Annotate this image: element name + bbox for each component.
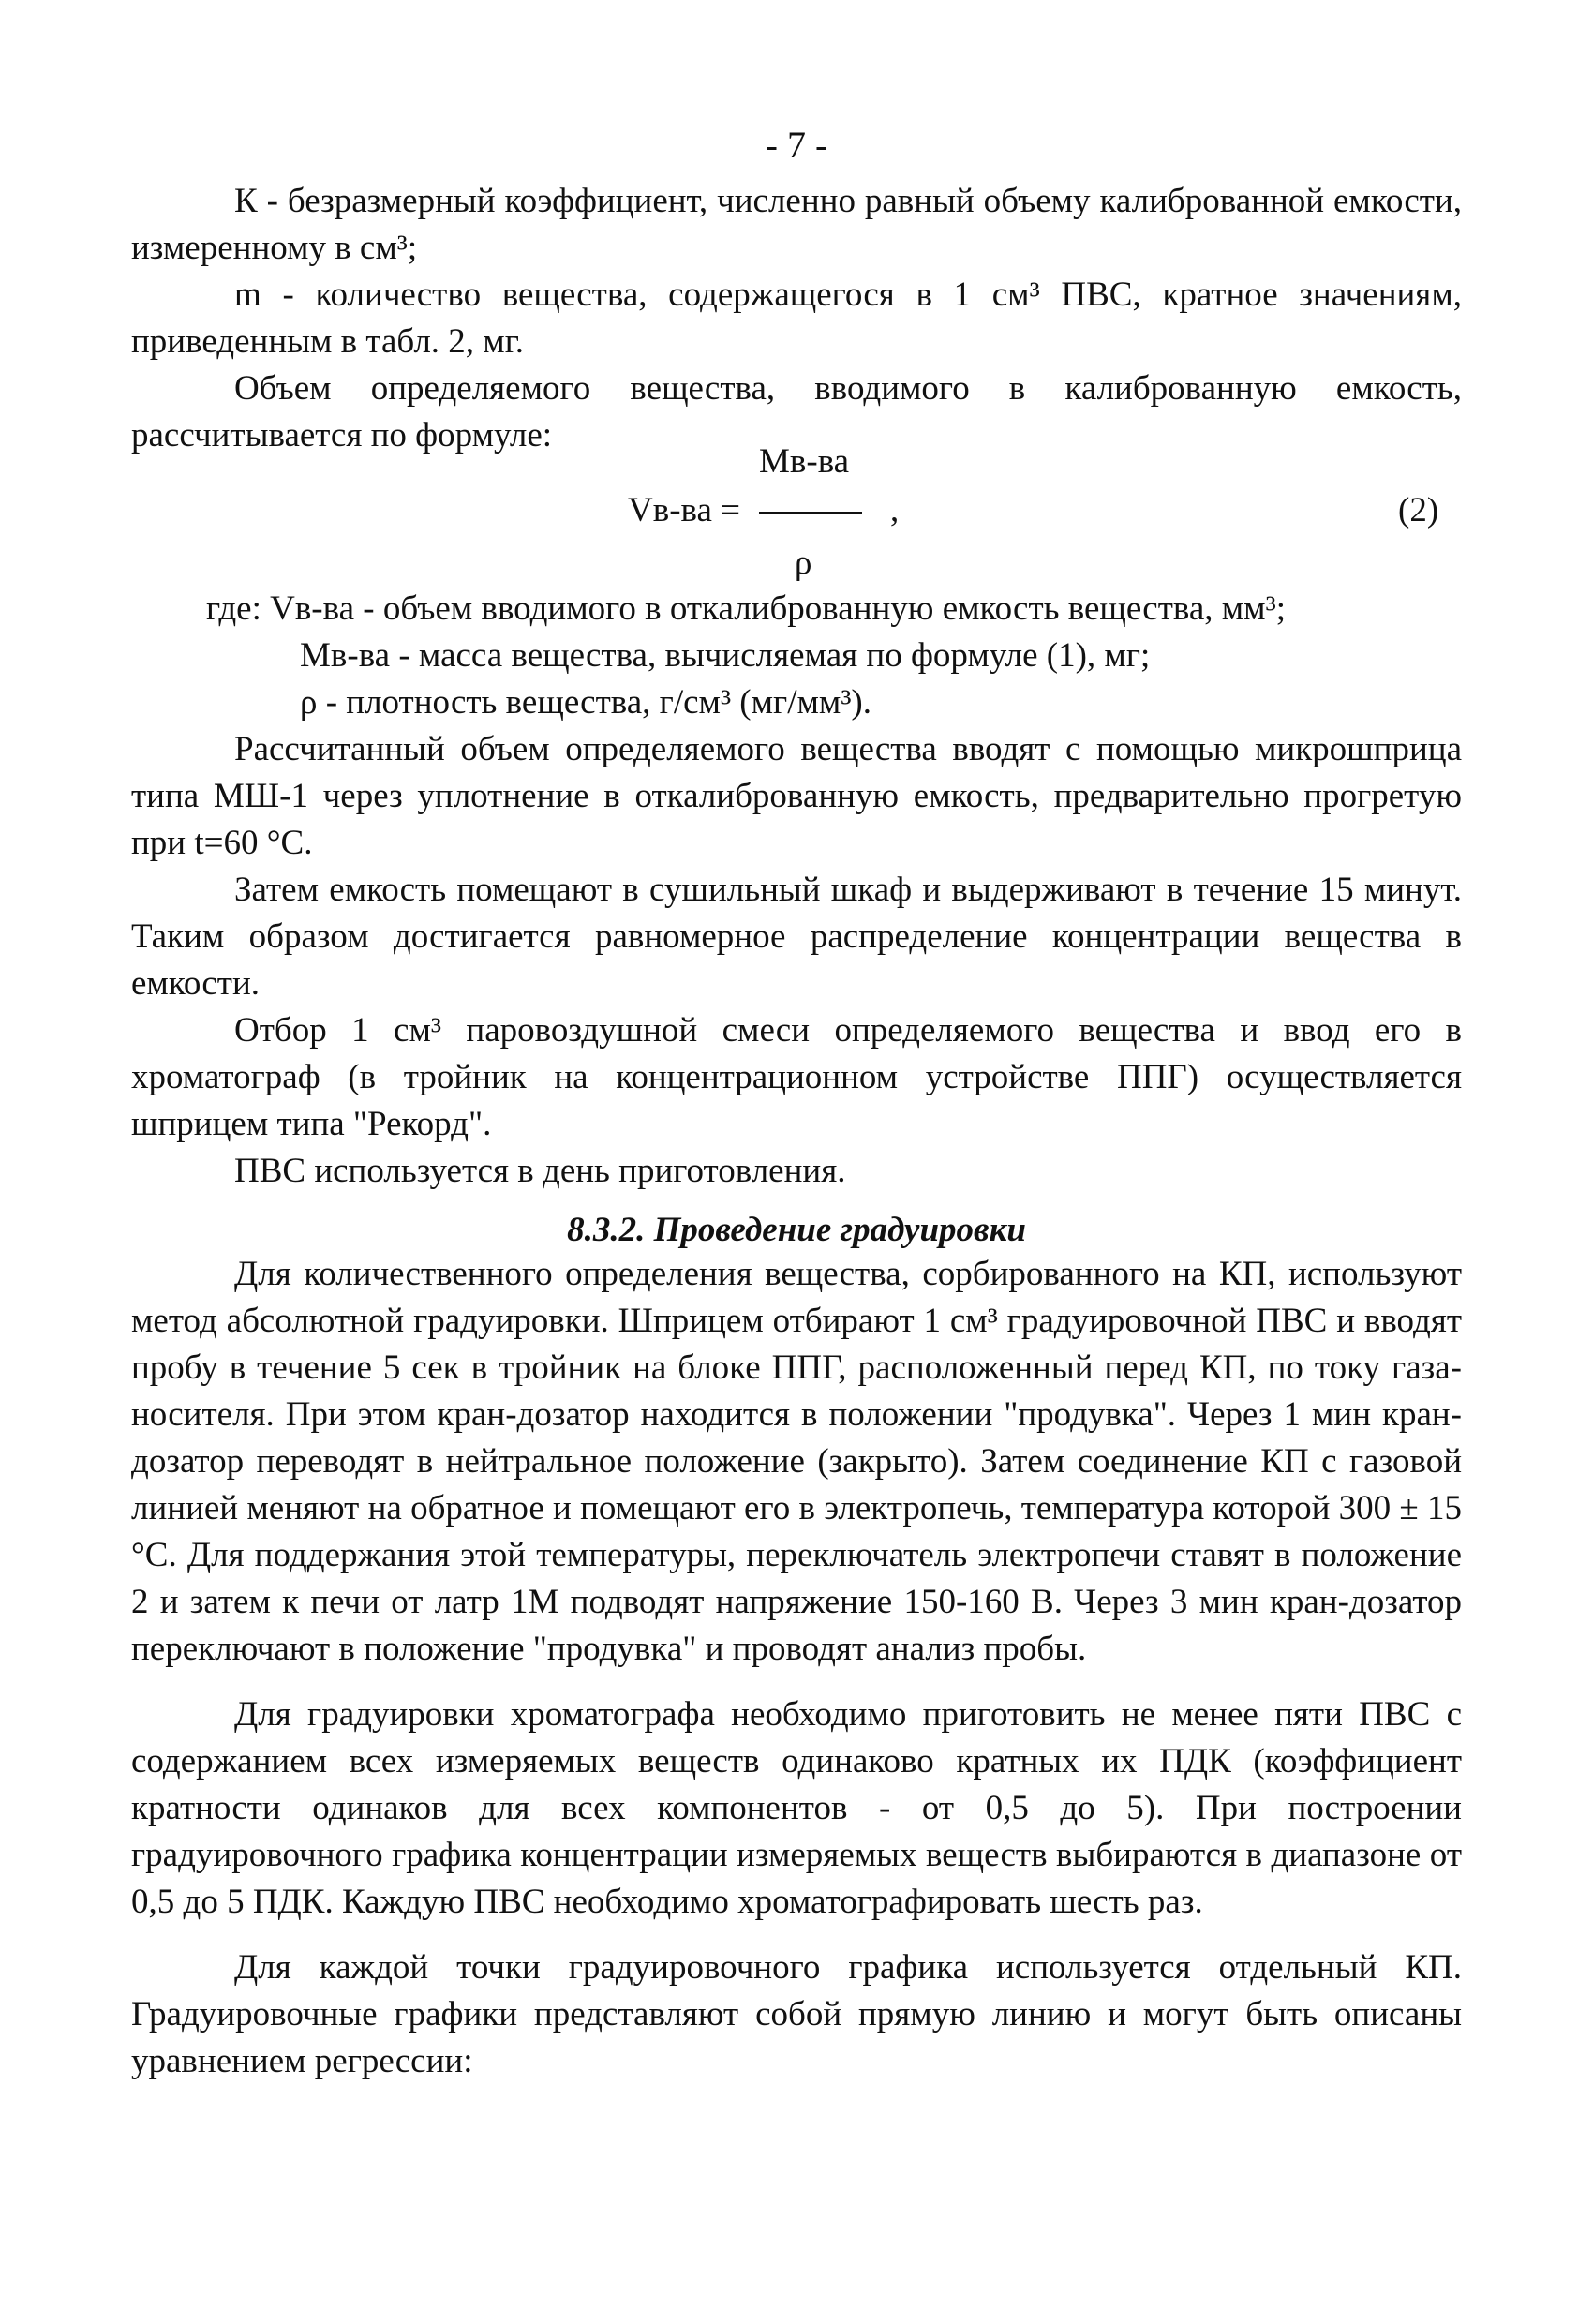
formula-2: [0, 439, 1593, 582]
paragraph: К - безразмерный коэффициент, численно равный объему калиброванной емкости, измеренному в см³;: [131, 182, 1462, 267]
section-heading: 8.3.2. Проведение градуировки: [567, 1211, 1026, 1249]
paragraph: Объем определяемого вещества, вводимого в калиброванную емкость, рассчитывается по формуле:: [131, 369, 1462, 454]
where-definitions: [206, 586, 1462, 726]
paragraph: Для количественного определения вещества, сорбированного на КП, используют метод абсолютной градуировки. Шприцем отбирают 1 см³ градуировочной ПВС и вводят пробу в течение 5 сек в тройник на блоке ППГ, расположенный перед КП, по току газа-носителя. При этом кран-дозатор находится в положении "продувка". Через 1 мин кран-дозатор переводят в нейтральное положение (закрыто). Затем соединение КП с газовой линией меняют на обратное и помещают его в электропечь, температура которой 300 ± 15 °С. Для поддержания этой температуры, переключатель электропечи ставят в положение 2 и затем к печи от латр 1М подводят напряжение 150-160 В. Через 3 мин кран-дозатор переключают в положение "продувка" и проводят анализ пробы.: [131, 1255, 1462, 1668]
formula-lhs: Vв-ва =: [628, 491, 741, 529]
paragraph: m - количество вещества, содержащегося в 1 см³ ПВС, кратное значениям, приведенным в табл. 2, мг.: [131, 276, 1462, 361]
paragraph: Затем емкость помещают в сушильный шкаф и выдерживают в течение 15 минут. Таким образом достигается равномерное распределение концентрации вещества в емкости.: [131, 871, 1462, 1003]
page-number: - 7 -: [765, 124, 828, 166]
formula-number: (2): [1398, 491, 1439, 529]
definition-line: ρ - плотность вещества, г/см³ (мг/мм³).: [300, 683, 871, 722]
paragraph: Для градуировки хроматографа необходимо приготовить не менее пяти ПВС с содержанием всех измеряемых веществ одинаково кратных их ПДК (коэффициент кратности одинаков для всех компонентов - от 0,5 до 5). При построении градуировочного графика концентрации измеряемых веществ выбираются в диапазоне от 0,5 до 5 ПДК. Каждую ПВС необходимо хроматографировать шесть раз.: [131, 1695, 1462, 1921]
paragraph: Для каждой точки градуировочного графика используется отдельный КП. Градуировочные графики представляют собой прямую линию и могут быть описаны уравнением регрессии:: [131, 1948, 1462, 2080]
top-text-block: [131, 178, 1462, 459]
definition-line: где: Vв-ва - объем вводимого в откалиброванную емкость вещества, мм³;: [206, 589, 1286, 628]
paragraph: Рассчитанный объем определяемого вещества вводят с помощью микрошприца типа МШ-1 через уплотнение в откалиброванную емкость, предварительно прогретую при t=60 °С.: [131, 730, 1462, 862]
middle-text-block: [131, 726, 1462, 1195]
paragraph: ПВС используется в день приготовления.: [234, 1152, 846, 1190]
bottom-text-block: [131, 1251, 1462, 2085]
paragraph: Отбор 1 см³ паровоздушной смеси определяемого вещества и ввод его в хроматограф (в тройник на концентрационном устройстве ППГ) осуществляется шприцем типа "Рекорд".: [131, 1011, 1462, 1143]
formula-denominator: ρ: [795, 544, 812, 582]
formula-comma: ,: [890, 491, 900, 529]
fraction-bar: [759, 512, 862, 514]
formula-numerator: Mв-ва: [759, 442, 850, 481]
definition-line: Mв-ва - масса вещества, вычисляемая по формуле (1), мг;: [300, 636, 1151, 675]
